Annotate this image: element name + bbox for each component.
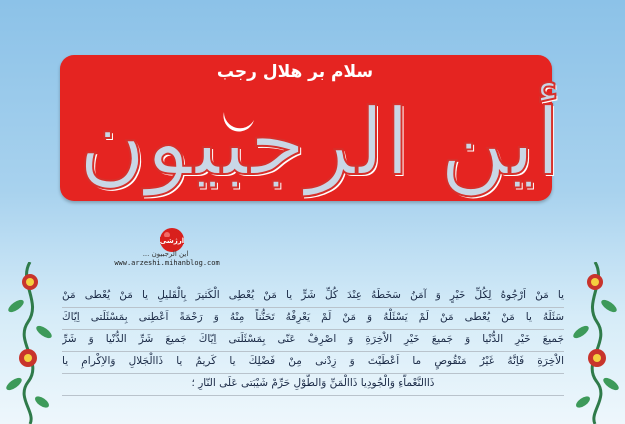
prayer-line: يا مَنْ اَرْجُوهُ لِكُلِّ خَيْرٍ وَ آمَنُ سَخَطَهُ عِنْدَ كُلِّ شَرٍّ يا مَنْ يُعْطِى الْكَثيرَ بِالْقَليلِ يا مَنْ يُعْطى مَنْ: [62, 286, 564, 308]
banner-title: أين الرجبيون: [78, 89, 561, 196]
banner-subtitle: سلام بر هلال رجب: [216, 62, 374, 82]
prayer-line: الاْخِرَةِ فَاِنَّهُ غَيْرُ مَنْقُوصٍ ما اَعْطَيْتَ وَ زِدْنى مِنْ فَضْلِكَ يا كَريمُ يا ذَاالْجَلالِ وَالاِكْرامِ يا: [62, 352, 564, 374]
logo-badge-text: ارژشی: [159, 237, 185, 245]
floral-ornament-left-icon: [0, 262, 60, 424]
prayer-text: [62, 286, 564, 414]
prayer-line: جَميعَ خَيْرِ الدُّنْيا وَ جَميعَ خَيْرِ الاْخِرَةِ وَ اصْرِفْ عَنّى بِمَسْئَلَتى اِيّاكَ جَميعَ شَرِّ الدُّنْيا وَ شَرِّ: [62, 330, 564, 352]
crescent-moon-icon: [216, 98, 260, 142]
prayer-line: سَئَلَهُ يا مَنْ يُعْطى مَنْ لَمْ يَسْئَلْهُ وَ مَنْ لَمْ يَعْرِفْهُ تَحَنُّناً مِنْهُ وَ رَحْمَةً اَعْطِنى بِمَسْئَلَتى اِيّاكَ: [62, 308, 564, 330]
floral-ornament-right-icon: [565, 262, 625, 424]
prayer-line: ذَاالنَّعْماَّءِ وَالْجُودِيا ذَاالْمَنِّ وَالطَّوْلِ حَرِّمْ شَيْبَتى عَلَى النّارِ ؛: [62, 374, 564, 396]
logo-caption: اين الرجبيون ...: [142, 250, 189, 258]
logo-url: www.arzeshi.mihanblog.com: [114, 259, 220, 267]
